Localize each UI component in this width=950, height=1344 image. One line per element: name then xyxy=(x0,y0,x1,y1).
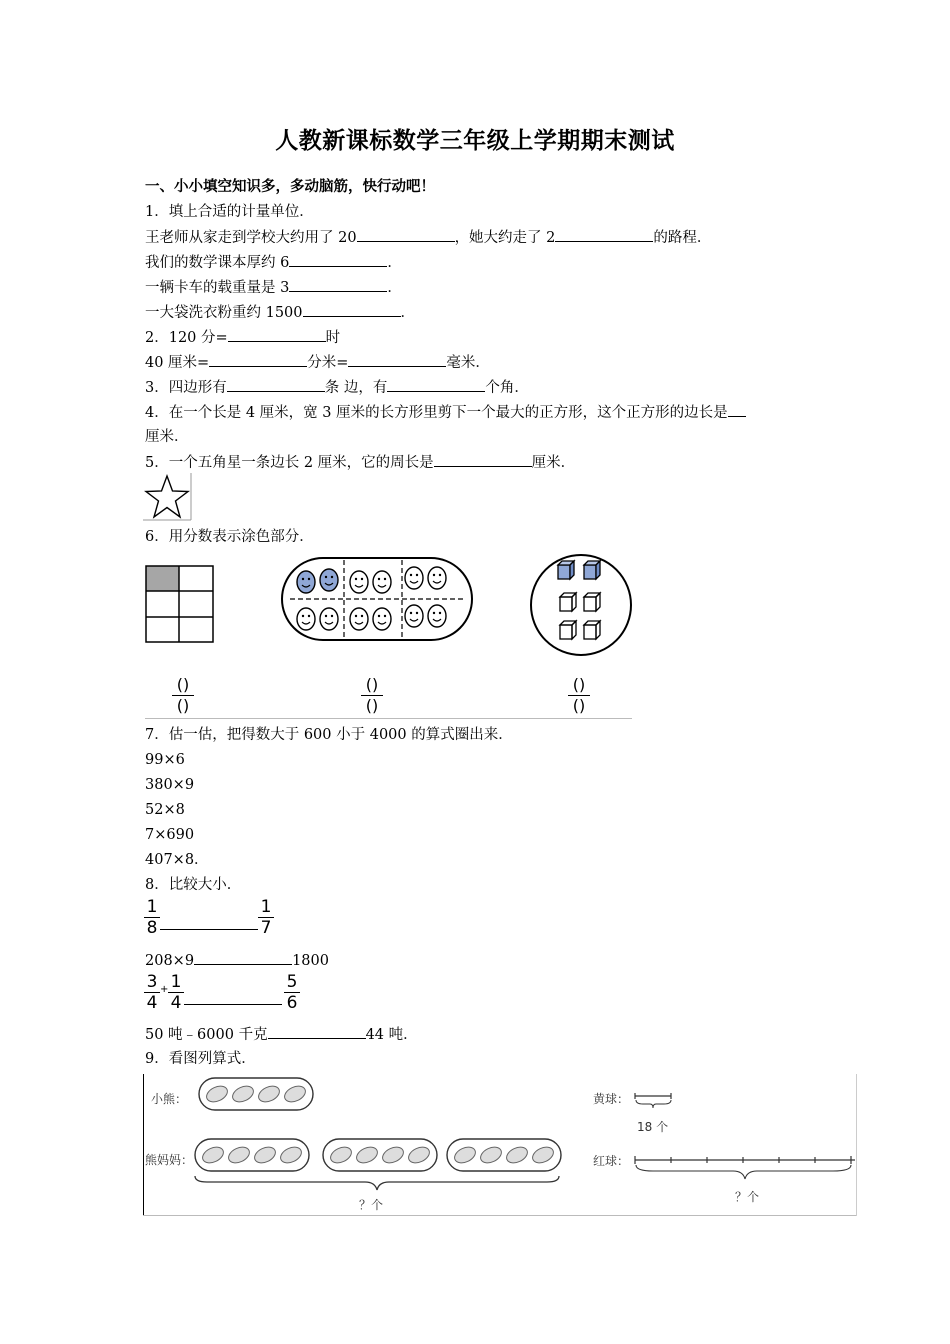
answer-blank[interactable] xyxy=(209,352,307,367)
corn-group xyxy=(197,1076,317,1112)
q4-line1: 4．在一个长是 4 厘米，宽 3 厘米的长方形里剪下一个最大的正方形，这个正方形的边长是 xyxy=(145,402,746,423)
star-figure xyxy=(143,473,193,521)
corn-group xyxy=(193,1137,313,1173)
q1-line1: 王老师从家走到学校大约用了 20 ，她大约走了 2 的路程． xyxy=(145,227,711,248)
answer-blank[interactable] xyxy=(268,1024,366,1039)
page-title: 人教新课标数学三年级上学期期末测试 xyxy=(275,127,675,154)
fraction-blank[interactable]: () () xyxy=(172,675,194,716)
fraction: 1 7 xyxy=(258,897,274,938)
q1-line2: 我们的数学课本厚约 6 ． xyxy=(145,252,402,273)
q6-heading: 6．用分数表示涂色部分． xyxy=(145,529,314,545)
answer-blank[interactable] xyxy=(434,452,532,467)
answer-blank[interactable] xyxy=(184,992,282,1005)
divider xyxy=(145,718,632,719)
q8-line2: 208×9 1800 xyxy=(145,950,329,971)
q9-heading: 9．看图列算式． xyxy=(145,1051,256,1067)
red-ball-bar xyxy=(633,1152,857,1182)
red-ball-label: 红球： xyxy=(593,1154,630,1168)
q9-figure xyxy=(143,1074,857,1216)
q1-line3: 一辆卡车的载重量是 3 ． xyxy=(145,277,402,298)
yellow-ball-label: 黄球： xyxy=(593,1092,630,1106)
corn-group xyxy=(445,1137,565,1173)
red-ball-question: ？个 xyxy=(735,1190,760,1204)
answer-blank[interactable] xyxy=(160,917,258,930)
plus-sign: + xyxy=(160,984,169,995)
q2-line1: 2．120 分= 时 xyxy=(145,327,340,348)
fraction: 5 6 xyxy=(284,972,300,1013)
answer-blank[interactable] xyxy=(555,227,653,242)
brace xyxy=(193,1174,563,1192)
q2-line2: 40 厘米= 分米= 毫米． xyxy=(145,352,490,373)
q8-heading: 8．比较大小． xyxy=(145,877,242,893)
answer-blank[interactable] xyxy=(194,950,292,965)
smiley-faces-figure xyxy=(280,556,474,642)
q3-line: 3．四边形有 条 边，有 个角． xyxy=(145,377,529,398)
corn-group xyxy=(321,1137,441,1173)
q7-item[interactable]: 99×6 xyxy=(145,752,185,768)
q7-item[interactable]: 380×9 xyxy=(145,777,195,793)
yellow-ball-count: 18 个 xyxy=(637,1120,669,1134)
fraction-blank[interactable]: () () xyxy=(361,675,383,716)
fraction-blank[interactable]: () () xyxy=(568,675,590,716)
answer-blank[interactable] xyxy=(289,252,387,267)
answer-blank[interactable] xyxy=(387,377,485,392)
answer-blank[interactable] xyxy=(357,227,455,242)
q7-item[interactable]: 7×690 xyxy=(145,827,195,843)
answer-blank[interactable] xyxy=(227,377,325,392)
answer-blank[interactable] xyxy=(728,402,746,417)
yellow-ball-bar xyxy=(633,1092,675,1110)
q1-line4: 一大袋洗衣粉重约 1500 ． xyxy=(145,302,415,323)
q7-heading: 7．估一估，把得数大于 600 小于 4000 的算式圈出来． xyxy=(145,727,513,743)
q7-item[interactable]: 407×8． xyxy=(145,852,209,868)
q8-line4: 50 吨﹣6000 千克 44 吨． xyxy=(145,1024,418,1045)
cubes-figure xyxy=(528,553,634,657)
bear-label: 小熊： xyxy=(151,1092,188,1106)
question-count: ？个 xyxy=(359,1198,384,1212)
q7-item[interactable]: 52×8 xyxy=(145,802,185,818)
section-heading: 一、小小填空知识多，多动脑筋，快行动吧！ xyxy=(145,178,435,195)
mom-bear-label: 熊妈妈： xyxy=(145,1153,194,1167)
fraction: 1 4 xyxy=(168,972,184,1013)
answer-blank[interactable] xyxy=(289,277,387,292)
answer-blank[interactable] xyxy=(228,327,326,342)
fraction: 1 8 xyxy=(144,897,160,938)
q5-line: 5．一个五角星一条边长 2 厘米，它的周长是 厘米． xyxy=(145,452,575,473)
q1-heading: 1．填上合适的计量单位． xyxy=(145,204,314,220)
fraction: 3 4 xyxy=(144,972,160,1013)
grid-figure xyxy=(145,565,215,644)
answer-blank[interactable] xyxy=(303,302,401,317)
answer-blank[interactable] xyxy=(348,352,446,367)
q4-line2: 厘米． xyxy=(145,429,189,445)
